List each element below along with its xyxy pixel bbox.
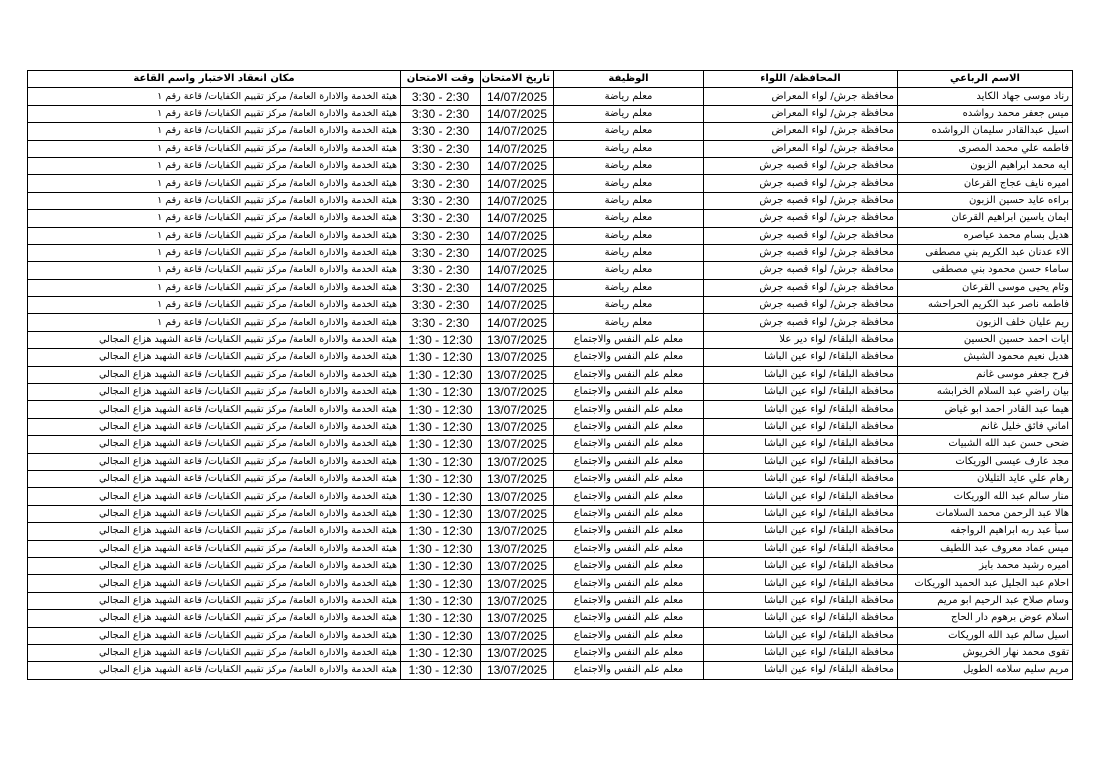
- table-row: [28, 210, 1073, 227]
- governorate-cell: محافظة البلقاء/ لواء عين الباشا: [704, 436, 898, 453]
- table-row: [28, 175, 1073, 192]
- exam-location-cell: هيئة الخدمة والادارة العامة/ مركز تقييم الكفايات/ قاعة الشهيد هزاع المجالي: [28, 331, 401, 348]
- exam-time-cell: 3:30 - 2:30: [401, 244, 481, 261]
- exam-time-cell: 1:30 - 12:30: [401, 453, 481, 470]
- table-row: [28, 418, 1073, 435]
- full-name-cell: ايمان ياسين ابراهيم القرعان: [898, 210, 1073, 227]
- job-cell: معلم علم النفس والاجتماع: [554, 592, 704, 609]
- full-name-cell: اميره نايف عجاج القرعان: [898, 175, 1073, 192]
- header-exam-date: تاريخ الامتحان: [481, 71, 554, 88]
- table-row: [28, 436, 1073, 453]
- governorate-cell: محافظة جرش/ لواء قصبه جرش: [704, 227, 898, 244]
- table-row: [28, 384, 1073, 401]
- exam-date-cell: 14/07/2025: [481, 88, 554, 105]
- exam-date-cell: 13/07/2025: [481, 662, 554, 679]
- exam-time-cell: 3:30 - 2:30: [401, 210, 481, 227]
- job-cell: معلم علم النفس والاجتماع: [554, 505, 704, 522]
- governorate-cell: محافظة البلقاء/ لواء عين الباشا: [704, 401, 898, 418]
- job-cell: معلم علم النفس والاجتماع: [554, 540, 704, 557]
- exam-location-cell: هيئة الخدمة والادارة العامة/ مركز تقييم الكفايات/ قاعة الشهيد هزاع المجالي: [28, 610, 401, 627]
- exam-location-cell: هيئة الخدمة والادارة العامة/ مركز تقييم الكفايات/ قاعة الشهيد هزاع المجالي: [28, 418, 401, 435]
- governorate-cell: محافظة البلقاء/ لواء عين الباشا: [704, 557, 898, 574]
- governorate-cell: محافظة البلقاء/ لواء عين الباشا: [704, 418, 898, 435]
- job-cell: معلم علم النفس والاجتماع: [554, 575, 704, 592]
- exam-location-cell: هيئة الخدمة والادارة العامة/ مركز تقييم الكفايات/ قاعة الشهيد هزاع المجالي: [28, 662, 401, 679]
- exam-date-cell: 13/07/2025: [481, 401, 554, 418]
- table-row: [28, 662, 1073, 679]
- exam-date-cell: 14/07/2025: [481, 140, 554, 157]
- exam-time-cell: 1:30 - 12:30: [401, 401, 481, 418]
- job-cell: معلم رياضة: [554, 88, 704, 105]
- exam-location-cell: هيئة الخدمة والادارة العامة/ مركز تقييم الكفايات/ قاعة الشهيد هزاع المجالي: [28, 349, 401, 366]
- full-name-cell: فاطمه علي محمد المصرى: [898, 140, 1073, 157]
- exam-location-cell: هيئة الخدمة والادارة العامة/ مركز تقييم الكفايات/ قاعة رقم ١: [28, 157, 401, 174]
- full-name-cell: رهام علي عايد التليلان: [898, 470, 1073, 487]
- table-row: [28, 192, 1073, 209]
- job-cell: معلم علم النفس والاجتماع: [554, 488, 704, 505]
- exam-time-cell: 1:30 - 12:30: [401, 523, 481, 540]
- full-name-cell: ميس عماد معروف عبد اللطيف: [898, 540, 1073, 557]
- table-row: [28, 470, 1073, 487]
- table-row: [28, 297, 1073, 314]
- governorate-cell: محافظة البلقاء/ لواء عين الباشا: [704, 470, 898, 487]
- exam-location-cell: هيئة الخدمة والادارة العامة/ مركز تقييم الكفايات/ قاعة الشهيد هزاع المجالي: [28, 488, 401, 505]
- exam-time-cell: 3:30 - 2:30: [401, 227, 481, 244]
- table-header-row: [28, 71, 1073, 88]
- exam-date-cell: 13/07/2025: [481, 505, 554, 522]
- exam-time-cell: 1:30 - 12:30: [401, 349, 481, 366]
- job-cell: معلم علم النفس والاجتماع: [554, 470, 704, 487]
- exam-location-cell: هيئة الخدمة والادارة العامة/ مركز تقييم الكفايات/ قاعة رقم ١: [28, 175, 401, 192]
- full-name-cell: وئام يحيى موسى القرعان: [898, 279, 1073, 296]
- governorate-cell: محافظة جرش/ لواء المعراض: [704, 105, 898, 122]
- job-cell: معلم علم النفس والاجتماع: [554, 523, 704, 540]
- exam-time-cell: 3:30 - 2:30: [401, 123, 481, 140]
- table-row: [28, 244, 1073, 261]
- full-name-cell: احلام عبد الجليل عبد الحميد الوريكات: [898, 575, 1073, 592]
- exam-time-cell: 3:30 - 2:30: [401, 262, 481, 279]
- exam-date-cell: 13/07/2025: [481, 384, 554, 401]
- exam-date-cell: 14/07/2025: [481, 314, 554, 331]
- table-row: [28, 575, 1073, 592]
- governorate-cell: محافظة البلقاء/ لواء عين الباشا: [704, 349, 898, 366]
- governorate-cell: محافظة جرش/ لواء قصبه جرش: [704, 192, 898, 209]
- exam-location-cell: هيئة الخدمة والادارة العامة/ مركز تقييم الكفايات/ قاعة الشهيد هزاع المجالي: [28, 523, 401, 540]
- exam-time-cell: 3:30 - 2:30: [401, 88, 481, 105]
- job-cell: معلم رياضة: [554, 262, 704, 279]
- governorate-cell: محافظة جرش/ لواء قصبه جرش: [704, 244, 898, 261]
- governorate-cell: محافظة جرش/ لواء قصبه جرش: [704, 157, 898, 174]
- governorate-cell: محافظة البلقاء/ لواء عين الباشا: [704, 453, 898, 470]
- job-cell: معلم علم النفس والاجتماع: [554, 557, 704, 574]
- full-name-cell: اميره رشيد محمد بايز: [898, 557, 1073, 574]
- job-cell: معلم علم النفس والاجتماع: [554, 418, 704, 435]
- exam-location-cell: هيئة الخدمة والادارة العامة/ مركز تقييم الكفايات/ قاعة رقم ١: [28, 227, 401, 244]
- full-name-cell: ريم عليان خلف الزبون: [898, 314, 1073, 331]
- table-row: [28, 610, 1073, 627]
- exam-time-cell: 1:30 - 12:30: [401, 592, 481, 609]
- exam-location-cell: هيئة الخدمة والادارة العامة/ مركز تقييم الكفايات/ قاعة الشهيد هزاع المجالي: [28, 557, 401, 574]
- governorate-cell: محافظة البلقاء/ لواء عين الباشا: [704, 644, 898, 661]
- governorate-cell: محافظة البلقاء/ لواء عين الباشا: [704, 592, 898, 609]
- exam-location-cell: هيئة الخدمة والادارة العامة/ مركز تقييم الكفايات/ قاعة الشهيد هزاع المجالي: [28, 470, 401, 487]
- exam-date-cell: 14/07/2025: [481, 262, 554, 279]
- governorate-cell: محافظة جرش/ لواء قصبه جرش: [704, 262, 898, 279]
- exam-time-cell: 3:30 - 2:30: [401, 175, 481, 192]
- exam-date-cell: 14/07/2025: [481, 157, 554, 174]
- header-job: الوظيفة: [554, 71, 704, 88]
- header-governorate: المحافظة/ اللواء: [704, 71, 898, 88]
- governorate-cell: محافظة البلقاء/ لواء عين الباشا: [704, 366, 898, 383]
- exam-date-cell: 13/07/2025: [481, 331, 554, 348]
- governorate-cell: محافظة جرش/ لواء قصبه جرش: [704, 279, 898, 296]
- governorate-cell: محافظة البلقاء/ لواء عين الباشا: [704, 488, 898, 505]
- exam-time-cell: 3:30 - 2:30: [401, 140, 481, 157]
- exam-date-cell: 13/07/2025: [481, 488, 554, 505]
- full-name-cell: رناد موسى جهاد الكايد: [898, 88, 1073, 105]
- full-name-cell: الاء عدنان عبد الكريم بني مصطفى: [898, 244, 1073, 261]
- full-name-cell: ميس جعفر محمد رواشده: [898, 105, 1073, 122]
- table-row: [28, 279, 1073, 296]
- exam-location-cell: هيئة الخدمة والادارة العامة/ مركز تقييم الكفايات/ قاعة الشهيد هزاع المجالي: [28, 453, 401, 470]
- full-name-cell: ايه محمد ابراهيم الزبون: [898, 157, 1073, 174]
- exam-date-cell: 13/07/2025: [481, 610, 554, 627]
- table-row: [28, 349, 1073, 366]
- full-name-cell: فرح جعفر موسى غانم: [898, 366, 1073, 383]
- full-name-cell: مريم سليم سلامه الطويل: [898, 662, 1073, 679]
- table-row: [28, 157, 1073, 174]
- exam-location-cell: هيئة الخدمة والادارة العامة/ مركز تقييم الكفايات/ قاعة الشهيد هزاع المجالي: [28, 592, 401, 609]
- full-name-cell: اماني فائق خليل غانم: [898, 418, 1073, 435]
- exam-location-cell: هيئة الخدمة والادارة العامة/ مركز تقييم الكفايات/ قاعة الشهيد هزاع المجالي: [28, 644, 401, 661]
- exam-date-cell: 14/07/2025: [481, 123, 554, 140]
- governorate-cell: محافظة البلقاء/ لواء عين الباشا: [704, 575, 898, 592]
- governorate-cell: محافظة جرش/ لواء قصبه جرش: [704, 210, 898, 227]
- full-name-cell: هديل بسام محمد عياصره: [898, 227, 1073, 244]
- governorate-cell: محافظة جرش/ لواء قصبه جرش: [704, 175, 898, 192]
- governorate-cell: محافظة جرش/ لواء المعراض: [704, 88, 898, 105]
- exam-time-cell: 1:30 - 12:30: [401, 331, 481, 348]
- full-name-cell: اسلام عوض برهوم دار الحاج: [898, 610, 1073, 627]
- exam-location-cell: هيئة الخدمة والادارة العامة/ مركز تقييم الكفايات/ قاعة الشهيد هزاع المجالي: [28, 627, 401, 644]
- exam-date-cell: 13/07/2025: [481, 436, 554, 453]
- exam-time-cell: 1:30 - 12:30: [401, 436, 481, 453]
- exam-schedule-table: [27, 70, 1073, 680]
- governorate-cell: محافظة البلقاء/ لواء عين الباشا: [704, 627, 898, 644]
- exam-location-cell: هيئة الخدمة والادارة العامة/ مركز تقييم الكفايات/ قاعة الشهيد هزاع المجالي: [28, 384, 401, 401]
- table-row: [28, 314, 1073, 331]
- exam-date-cell: 14/07/2025: [481, 279, 554, 296]
- exam-time-cell: 1:30 - 12:30: [401, 418, 481, 435]
- job-cell: معلم علم النفس والاجتماع: [554, 331, 704, 348]
- exam-date-cell: 13/07/2025: [481, 540, 554, 557]
- table-row: [28, 644, 1073, 661]
- exam-date-cell: 14/07/2025: [481, 105, 554, 122]
- exam-time-cell: 3:30 - 2:30: [401, 105, 481, 122]
- full-name-cell: هديل نعيم محمود الشيش: [898, 349, 1073, 366]
- job-cell: معلم رياضة: [554, 210, 704, 227]
- job-cell: معلم رياضة: [554, 227, 704, 244]
- exam-time-cell: 3:30 - 2:30: [401, 279, 481, 296]
- full-name-cell: براءه عايد حسين الزبون: [898, 192, 1073, 209]
- exam-time-cell: 3:30 - 2:30: [401, 314, 481, 331]
- exam-location-cell: هيئة الخدمة والادارة العامة/ مركز تقييم الكفايات/ قاعة رقم ١: [28, 88, 401, 105]
- full-name-cell: اسيل عبدالقادر سليمان الرواشده: [898, 123, 1073, 140]
- governorate-cell: محافظة جرش/ لواء المعراض: [704, 140, 898, 157]
- governorate-cell: محافظة البلقاء/ لواء عين الباشا: [704, 384, 898, 401]
- exam-time-cell: 1:30 - 12:30: [401, 627, 481, 644]
- job-cell: معلم علم النفس والاجتماع: [554, 644, 704, 661]
- table-row: [28, 123, 1073, 140]
- table-row: [28, 105, 1073, 122]
- full-name-cell: هالا عبد الرحمن محمد السلامات: [898, 505, 1073, 522]
- exam-time-cell: 1:30 - 12:30: [401, 644, 481, 661]
- governorate-cell: محافظة جرش/ لواء المعراض: [704, 123, 898, 140]
- exam-time-cell: 1:30 - 12:30: [401, 540, 481, 557]
- job-cell: معلم علم النفس والاجتماع: [554, 384, 704, 401]
- table-body: [28, 88, 1073, 679]
- header-exam-time: وقت الامتحان: [401, 71, 481, 88]
- exam-date-cell: 14/07/2025: [481, 175, 554, 192]
- exam-location-cell: هيئة الخدمة والادارة العامة/ مركز تقييم الكفايات/ قاعة الشهيد هزاع المجالي: [28, 505, 401, 522]
- exam-time-cell: 3:30 - 2:30: [401, 192, 481, 209]
- job-cell: معلم رياضة: [554, 314, 704, 331]
- exam-time-cell: 1:30 - 12:30: [401, 488, 481, 505]
- exam-schedule-sheet: [27, 70, 1072, 680]
- exam-date-cell: 13/07/2025: [481, 453, 554, 470]
- job-cell: معلم رياضة: [554, 244, 704, 261]
- exam-date-cell: 14/07/2025: [481, 297, 554, 314]
- table-row: [28, 227, 1073, 244]
- exam-time-cell: 3:30 - 2:30: [401, 297, 481, 314]
- governorate-cell: محافظة جرش/ لواء قصبه جرش: [704, 314, 898, 331]
- job-cell: معلم علم النفس والاجتماع: [554, 662, 704, 679]
- exam-time-cell: 1:30 - 12:30: [401, 366, 481, 383]
- governorate-cell: محافظة البلقاء/ لواء عين الباشا: [704, 505, 898, 522]
- exam-location-cell: هيئة الخدمة والادارة العامة/ مركز تقييم الكفايات/ قاعة رقم ١: [28, 262, 401, 279]
- job-cell: معلم علم النفس والاجتماع: [554, 366, 704, 383]
- exam-date-cell: 13/07/2025: [481, 349, 554, 366]
- job-cell: معلم علم النفس والاجتماع: [554, 349, 704, 366]
- exam-location-cell: هيئة الخدمة والادارة العامة/ مركز تقييم الكفايات/ قاعة رقم ١: [28, 105, 401, 122]
- table-row: [28, 262, 1073, 279]
- job-cell: معلم علم النفس والاجتماع: [554, 610, 704, 627]
- exam-location-cell: هيئة الخدمة والادارة العامة/ مركز تقييم الكفايات/ قاعة رقم ١: [28, 279, 401, 296]
- exam-time-cell: 1:30 - 12:30: [401, 610, 481, 627]
- table-row: [28, 88, 1073, 105]
- table-row: [28, 505, 1073, 522]
- governorate-cell: محافظة البلقاء/ لواء عين الباشا: [704, 610, 898, 627]
- table-row: [28, 627, 1073, 644]
- table-row: [28, 523, 1073, 540]
- table-row: [28, 140, 1073, 157]
- job-cell: معلم علم النفس والاجتماع: [554, 453, 704, 470]
- header-full-name: الاسم الرباعي: [898, 71, 1073, 88]
- table-row: [28, 488, 1073, 505]
- header-exam-location: مكان انعقاد الاختبار واسم القاعة: [28, 71, 401, 88]
- exam-location-cell: هيئة الخدمة والادارة العامة/ مركز تقييم الكفايات/ قاعة رقم ١: [28, 314, 401, 331]
- exam-time-cell: 1:30 - 12:30: [401, 557, 481, 574]
- governorate-cell: محافظة جرش/ لواء قصبه جرش: [704, 297, 898, 314]
- exam-location-cell: هيئة الخدمة والادارة العامة/ مركز تقييم الكفايات/ قاعة رقم ١: [28, 140, 401, 157]
- governorate-cell: محافظة البلقاء/ لواء عين الباشا: [704, 540, 898, 557]
- full-name-cell: اسيل سالم عبد الله الوريكات: [898, 627, 1073, 644]
- exam-time-cell: 3:30 - 2:30: [401, 157, 481, 174]
- exam-date-cell: 13/07/2025: [481, 575, 554, 592]
- full-name-cell: مجد عارف عيسى الوريكات: [898, 453, 1073, 470]
- full-name-cell: فاطمه ناصر عبد الكريم الحراحشه: [898, 297, 1073, 314]
- exam-date-cell: 13/07/2025: [481, 418, 554, 435]
- job-cell: معلم علم النفس والاجتماع: [554, 436, 704, 453]
- exam-location-cell: هيئة الخدمة والادارة العامة/ مركز تقييم الكفايات/ قاعة رقم ١: [28, 192, 401, 209]
- exam-location-cell: هيئة الخدمة والادارة العامة/ مركز تقييم الكفايات/ قاعة الشهيد هزاع المجالي: [28, 540, 401, 557]
- full-name-cell: سبأ عبد ربه ابراهيم الرواجفه: [898, 523, 1073, 540]
- exam-location-cell: هيئة الخدمة والادارة العامة/ مركز تقييم الكفايات/ قاعة الشهيد هزاع المجالي: [28, 401, 401, 418]
- table-row: [28, 557, 1073, 574]
- job-cell: معلم رياضة: [554, 192, 704, 209]
- exam-location-cell: هيئة الخدمة والادارة العامة/ مركز تقييم الكفايات/ قاعة الشهيد هزاع المجالي: [28, 436, 401, 453]
- exam-date-cell: 13/07/2025: [481, 366, 554, 383]
- full-name-cell: وسام صلاح عبد الرحيم ابو مريم: [898, 592, 1073, 609]
- exam-date-cell: 14/07/2025: [481, 227, 554, 244]
- full-name-cell: ضحى حسن عبد الله الشبيات: [898, 436, 1073, 453]
- governorate-cell: محافظة البلقاء/ لواء عين الباشا: [704, 523, 898, 540]
- exam-date-cell: 14/07/2025: [481, 244, 554, 261]
- table-row: [28, 401, 1073, 418]
- exam-date-cell: 13/07/2025: [481, 592, 554, 609]
- exam-date-cell: 13/07/2025: [481, 557, 554, 574]
- exam-time-cell: 1:30 - 12:30: [401, 470, 481, 487]
- job-cell: معلم علم النفس والاجتماع: [554, 627, 704, 644]
- table-row: [28, 540, 1073, 557]
- exam-location-cell: هيئة الخدمة والادارة العامة/ مركز تقييم الكفايات/ قاعة رقم ١: [28, 210, 401, 227]
- job-cell: معلم علم النفس والاجتماع: [554, 401, 704, 418]
- exam-time-cell: 1:30 - 12:30: [401, 662, 481, 679]
- table-row: [28, 366, 1073, 383]
- table-row: [28, 331, 1073, 348]
- job-cell: معلم رياضة: [554, 279, 704, 296]
- exam-date-cell: 14/07/2025: [481, 192, 554, 209]
- exam-location-cell: هيئة الخدمة والادارة العامة/ مركز تقييم الكفايات/ قاعة رقم ١: [28, 244, 401, 261]
- full-name-cell: ايات احمد حسين الحسين: [898, 331, 1073, 348]
- full-name-cell: بيان راضي عبد السلام الخرابشه: [898, 384, 1073, 401]
- full-name-cell: ساماء حسن محمود بني مصطفى: [898, 262, 1073, 279]
- exam-date-cell: 14/07/2025: [481, 210, 554, 227]
- exam-location-cell: هيئة الخدمة والادارة العامة/ مركز تقييم الكفايات/ قاعة الشهيد هزاع المجالي: [28, 366, 401, 383]
- full-name-cell: تقوى محمد نهار الخريوش: [898, 644, 1073, 661]
- table-row: [28, 592, 1073, 609]
- exam-time-cell: 1:30 - 12:30: [401, 384, 481, 401]
- exam-time-cell: 1:30 - 12:30: [401, 505, 481, 522]
- job-cell: معلم رياضة: [554, 140, 704, 157]
- full-name-cell: منار سالم عبد الله الوريكات: [898, 488, 1073, 505]
- table-row: [28, 453, 1073, 470]
- exam-location-cell: هيئة الخدمة والادارة العامة/ مركز تقييم الكفايات/ قاعة رقم ١: [28, 123, 401, 140]
- exam-date-cell: 13/07/2025: [481, 523, 554, 540]
- job-cell: معلم رياضة: [554, 123, 704, 140]
- exam-location-cell: هيئة الخدمة والادارة العامة/ مركز تقييم الكفايات/ قاعة رقم ١: [28, 297, 401, 314]
- exam-date-cell: 13/07/2025: [481, 644, 554, 661]
- exam-time-cell: 1:30 - 12:30: [401, 575, 481, 592]
- exam-location-cell: هيئة الخدمة والادارة العامة/ مركز تقييم الكفايات/ قاعة الشهيد هزاع المجالي: [28, 575, 401, 592]
- job-cell: معلم رياضة: [554, 297, 704, 314]
- governorate-cell: محافظة البلقاء/ لواء عين الباشا: [704, 662, 898, 679]
- governorate-cell: محافظة البلقاء/ لواء دير علا: [704, 331, 898, 348]
- job-cell: معلم رياضة: [554, 175, 704, 192]
- exam-date-cell: 13/07/2025: [481, 470, 554, 487]
- job-cell: معلم رياضة: [554, 105, 704, 122]
- full-name-cell: هيما عبد القادر احمد ابو غياض: [898, 401, 1073, 418]
- exam-date-cell: 13/07/2025: [481, 627, 554, 644]
- job-cell: معلم رياضة: [554, 157, 704, 174]
